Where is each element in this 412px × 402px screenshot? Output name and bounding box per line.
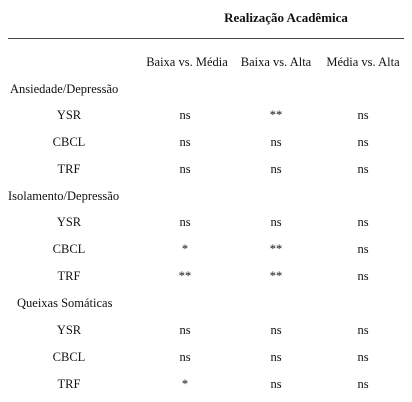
group-label-ansiedade-depressao: Ansiedade/Depressão	[10, 82, 119, 96]
cell-value: ns	[179, 135, 191, 149]
cell-value: *	[181, 242, 189, 256]
header-rule	[8, 38, 404, 39]
table-row	[0, 242, 412, 260]
cell-value: ns	[357, 108, 369, 122]
cell-value: ns	[179, 162, 191, 176]
table-row	[0, 162, 412, 180]
cell-value: ns	[357, 269, 369, 283]
cell-value: ns	[270, 215, 282, 229]
row-label: CBCL	[52, 242, 86, 256]
cell-value: ns	[179, 215, 191, 229]
row-label: TRF	[57, 269, 81, 283]
table-row	[0, 377, 412, 395]
cell-value: ns	[270, 377, 282, 391]
cell-value: **	[178, 269, 192, 283]
row-label: CBCL	[52, 135, 86, 149]
row-label: TRF	[57, 377, 81, 391]
cell-value: ns	[357, 215, 369, 229]
cell-value: **	[269, 108, 283, 122]
cell-value: ns	[270, 323, 282, 337]
cell-value: ns	[357, 162, 369, 176]
group-label-isolamento-depressao: Isolamento/Depressão	[8, 189, 120, 203]
column-header-baixa-vs-alta: Baixa vs. Alta	[240, 55, 312, 69]
row-label: YSR	[56, 108, 82, 122]
row-label: TRF	[57, 162, 81, 176]
cell-value: ns	[179, 350, 191, 364]
cell-value: ns	[357, 377, 369, 391]
cell-value: *	[181, 377, 189, 391]
column-header-media-vs-alta: Média vs. Alta	[326, 55, 400, 69]
cell-value: ns	[357, 242, 369, 256]
cell-value: **	[269, 242, 283, 256]
cell-value: ns	[357, 135, 369, 149]
cell-value: ns	[357, 323, 369, 337]
table-row	[0, 269, 412, 287]
row-label: CBCL	[52, 350, 86, 364]
cell-value: ns	[179, 108, 191, 122]
table-title: Realização Acadêmica	[224, 10, 348, 25]
table-row	[0, 108, 412, 126]
table-row	[0, 215, 412, 233]
table-row	[0, 135, 412, 153]
table-row	[0, 323, 412, 341]
group-label-queixas-somaticas: Queixas Somáticas	[17, 296, 113, 310]
cell-value: ns	[270, 162, 282, 176]
cell-value: **	[269, 269, 283, 283]
column-header-baixa-vs-media: Baixa vs. Média	[146, 55, 228, 69]
row-label: YSR	[56, 323, 82, 337]
row-label: YSR	[56, 215, 82, 229]
cell-value: ns	[179, 323, 191, 337]
cell-value: ns	[270, 350, 282, 364]
cell-value: ns	[357, 350, 369, 364]
cell-value: ns	[270, 135, 282, 149]
table-row	[0, 350, 412, 368]
